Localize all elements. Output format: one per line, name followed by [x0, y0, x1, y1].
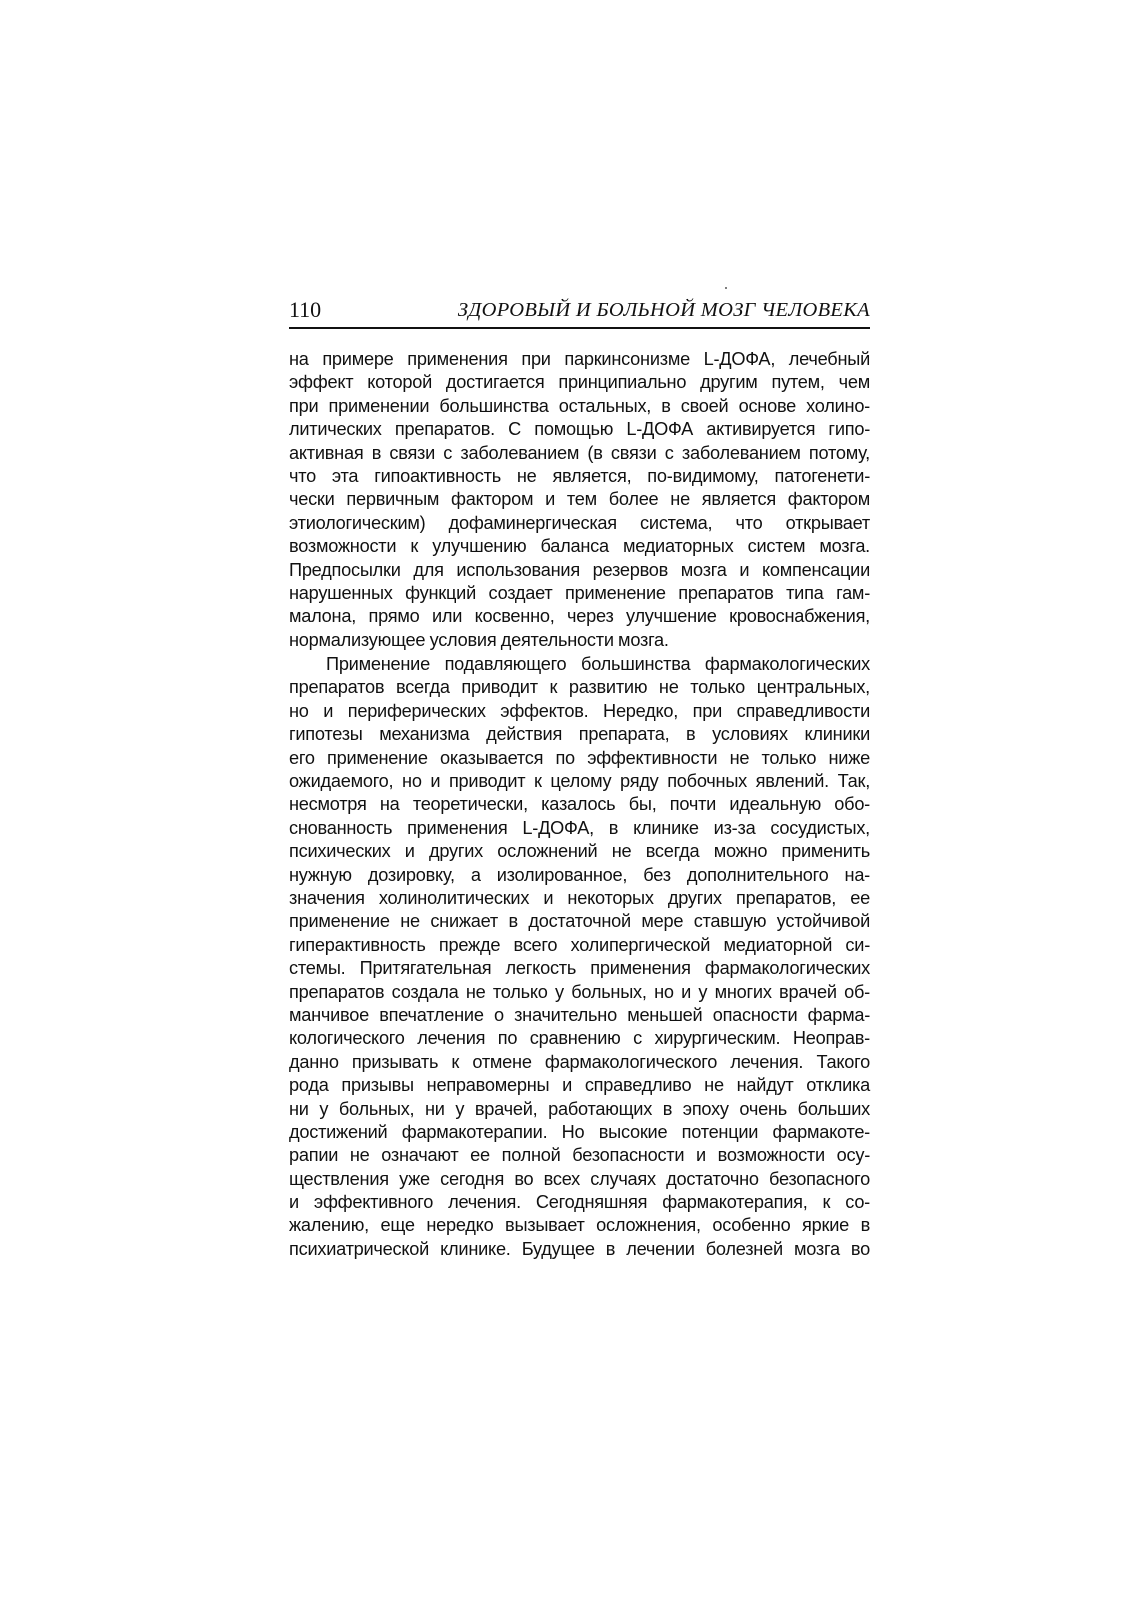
text-line: препаратов всегда приводит к развитию не только центральных,	[289, 677, 870, 698]
text-line: снованность применения L-ДОФА, в клинике из-за сосудистых,	[289, 817, 870, 838]
text-line: литических препаратов. С помощью L-ДОФА активируется гипо-	[289, 419, 870, 440]
text-line: кологического лечения по сравнению с хирургическим. Неоправ-	[289, 1028, 870, 1049]
text-line: возможности к улучшению баланса медиаторных систем мозга.	[289, 536, 870, 557]
text-line: при применении большинства остальных, в своей основе холино-	[289, 395, 870, 416]
text-line: нарушенных функций создает применение препаратов типа гам-	[289, 582, 870, 603]
text-line: ни у больных, ни у врачей, работающих в эпоху очень больших	[289, 1098, 870, 1119]
text-line: стемы. Притягательная легкость применения фармакологических	[289, 958, 870, 979]
text-line: ществления уже сегодня во всех случаях достаточно безопасного	[289, 1168, 870, 1189]
running-title: ЗДОРОВЫЙ И БОЛЬНОЙ МОЗГ ЧЕЛОВЕКА	[457, 299, 870, 321]
text-line: гиперактивность прежде всего холипергической медиаторной си-	[289, 934, 870, 955]
text-line: что эта гипоактивность не является, по-видимому, патогенети-	[289, 465, 870, 486]
text-line: данно призывать к отмене фармакологического лечения. Такого	[289, 1051, 870, 1072]
page-header	[289, 293, 870, 329]
text-line: достижений фармакотерапии. Но высокие потенции фармакоте-	[289, 1121, 870, 1142]
text-line: этиологическим) дофаминергическая система, что открывает	[289, 512, 870, 533]
text-line: и эффективного лечения. Сегодняшняя фармакотерапия, к со-	[289, 1192, 870, 1213]
text-line: малона, прямо или косвенно, через улучшение кровоснабжения,	[289, 606, 870, 627]
paragraph-1	[289, 348, 870, 652]
text-line: психических и других осложнений не всегда можно применить	[289, 841, 870, 862]
text-line: чески первичным фактором и тем более не является фактором	[289, 489, 870, 510]
text-line: психиатрической клинике. Будущее в лечении болезней мозга во	[289, 1238, 870, 1259]
text-line: жалению, еще нередко вызывает осложнения, особенно яркие в	[289, 1215, 870, 1236]
text-line: применение не снижает в достаточной мере ставшую устойчивой	[289, 911, 870, 932]
text-line: Предпосылки для использования резервов мозга и компенсации	[289, 559, 870, 580]
text-line: ожидаемого, но и приводит к целому ряду побочных явлений. Так,	[289, 771, 870, 792]
body-text	[289, 348, 870, 1261]
text-line: препаратов создала не только у больных, но и у многих врачей об-	[289, 981, 870, 1002]
text-line: его применение оказывается по эффективности не только ниже	[289, 747, 870, 768]
text-line: значения холинолитических и некоторых других препаратов, ее	[289, 887, 870, 908]
text-line: нормализующее условия деятельности мозга.	[289, 629, 669, 650]
text-line: несмотря на теоретически, казалось бы, почти идеальную обо-	[289, 794, 870, 815]
text-line: рапии не означают ее полной безопасности и возможности осу-	[289, 1145, 870, 1166]
page-number: 110	[289, 297, 322, 322]
text-line: рода призывы неправомерны и справедливо не найдут отклика	[289, 1075, 870, 1096]
paragraph-2	[289, 653, 870, 1261]
text-line: гипотезы механизма действия препарата, в условиях клиники	[289, 724, 870, 745]
text-line: эффект которой достигается принципиально другим путем, чем	[289, 372, 870, 393]
scan-speck	[725, 287, 727, 289]
text-line: на примере применения при паркинсонизме L-ДОФА, лечебный	[289, 349, 870, 369]
text-line: активная в связи с заболеванием (в связи с заболеванием потому,	[289, 442, 870, 463]
text-line: манчивое впечатление о значительно меньшей опасности фарма-	[289, 1004, 870, 1025]
text-line: нужную дозировку, а изолированное, без дополнительного на-	[289, 864, 870, 885]
text-line: Применение подавляющего большинства фармакологических	[326, 654, 870, 675]
text-line: но и периферических эффектов. Нередко, при справедливости	[289, 700, 870, 721]
